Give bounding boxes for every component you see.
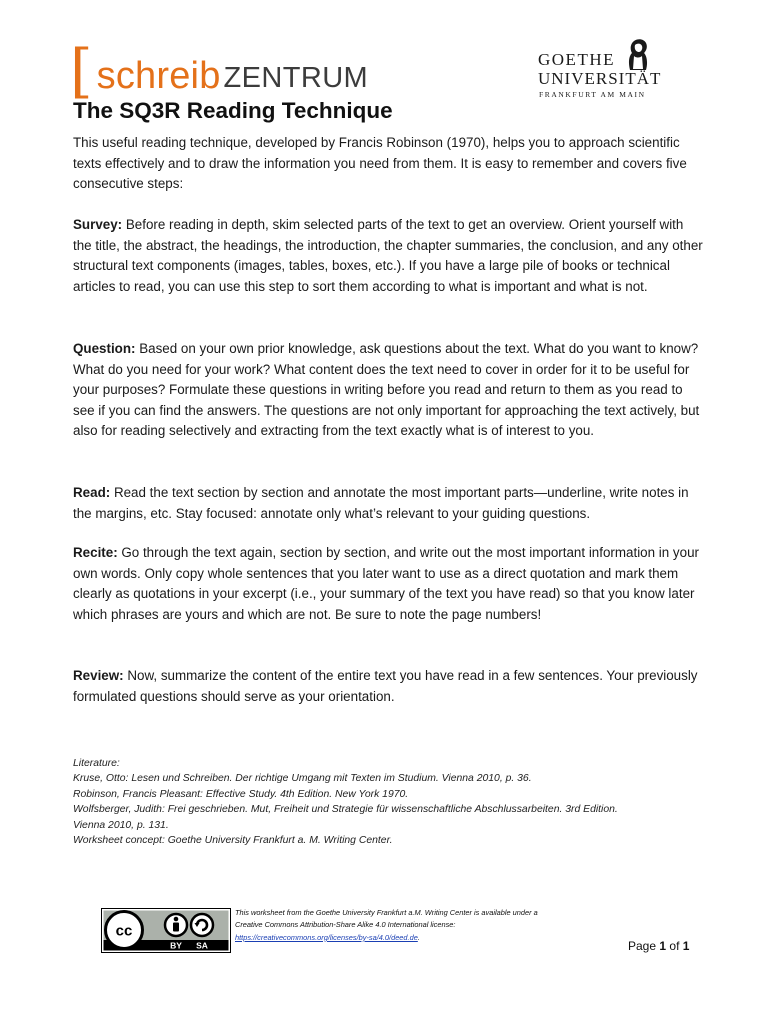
logo-zentrum-word: ZENTRUM [223, 62, 369, 94]
license-tail: . [417, 932, 420, 942]
step-text: Before reading in depth, skim selected parts of the text to get an overview. Orient yourself with the title, the abstract, the headings, the introduction, the chapter summaries, the conclusion, and any other structural text components (images, tables, boxes, etc.). If you have a large pile of books or technical articles to read, you can use this step to sort them according to what is important and what is not. [73, 217, 703, 294]
goethe-portrait-icon [622, 36, 652, 72]
logo-schreib-word: schreib [96, 55, 221, 97]
step-question [73, 339, 703, 442]
goethe-logo-line1: GOETHE [538, 50, 615, 69]
step-label: Recite: [73, 545, 118, 560]
step-label: Read: [73, 485, 111, 500]
intro-paragraph [73, 133, 703, 195]
license-notice [235, 907, 615, 944]
step-text: Go through the text again, section by section, and write out the most important information in your own words. Only copy whole sentences that you later want to use as a direct quotation and mark them clearly as quotations in your excerpt (i.e., your summary of the text you have read) so that you know later which phrases are yours and which are not. Be sure to note the page numbers! [73, 545, 699, 622]
page-of: of [669, 939, 680, 953]
step-text: Based on your own prior knowledge, ask questions about the text. What do you want to know? What do you need for your work? What content does the text need to cover in order for it to be useful for your purposes? Formulate these questions in writing before you read and return to them as you read to see if you can find the answers. The questions are not only important for approaching the text actively, but also for reading selectively and extracting from the text exactly what is of interest to you. [73, 341, 700, 439]
cc-by-text: BY [170, 940, 182, 951]
step-text: Now, summarize the content of the entire text you have read in a few sentences. Your previously formulated questions should serve as your orientation. [73, 668, 698, 704]
page-total: 1 [682, 939, 690, 953]
step-label: Review: [73, 668, 124, 683]
step-label: Survey: [73, 217, 123, 232]
page-word: Page [628, 939, 657, 953]
step-text: Read the text section by section and annotate the most important parts—underline, write notes in the margins, etc. Stay focused: annotate only what’s relevant to your guiding questions. [73, 485, 689, 521]
intro-text: This useful reading technique, developed by Francis Robinson (1970), helps you to approach scientific texts effectively and to draw the information you need from them. It is easy to remember and covers five consecutive steps: [73, 135, 687, 192]
literature-entry: Vienna 2010, p. 131. [73, 819, 169, 831]
step-read [73, 483, 703, 524]
step-recite [73, 543, 703, 625]
step-review [73, 666, 703, 707]
license-line: Creative Commons Attribution-Share Alike 4.0 International license: [235, 920, 456, 930]
goethe-university-logo [536, 36, 676, 102]
page-number [628, 939, 689, 953]
literature-entry: Wolfsberger, Judith: Frei geschrieben. Mut, Freiheit und Strategie für wissenschaftliche Abschlussarbeiten. 3rd Edition. [73, 804, 618, 816]
literature-section [73, 756, 713, 848]
literature-entry: Kruse, Otto: Lesen und Schreiben. Der richtige Umgang mit Texten im Studium. Vienna 2010, p. 36. [73, 773, 532, 785]
page-title: The SQ3R Reading Technique [73, 98, 393, 123]
literature-entry: Robinson, Francis Pleasant: Effective Study. 4th Edition. New York 1970. [73, 788, 409, 800]
cc-by-sa-badge-icon [101, 908, 231, 953]
cc-sa-text: SA [196, 940, 208, 951]
schreibzentrum-logo [70, 37, 369, 105]
license-line: This worksheet from the Goethe University Frankfurt a.M. Writing Center is available under a [235, 908, 538, 917]
page-current: 1 [659, 939, 667, 953]
logo-bracket: [ [70, 37, 93, 105]
license-link[interactable]: https://creativecommons.org/licenses/by-sa/4.0/deed.de [235, 932, 418, 942]
step-survey [73, 215, 703, 297]
goethe-logo-line3: FRANKFURT AM MAIN [539, 90, 646, 99]
goethe-logo-line2: UNIVERSITÄT [538, 69, 662, 88]
step-label: Question: [73, 341, 136, 356]
cc-logo-text: cc [115, 922, 133, 940]
literature-heading: Literature: [73, 758, 120, 769]
literature-entry: Worksheet concept: Goethe University Frankfurt a. M. Writing Center. [73, 835, 393, 847]
